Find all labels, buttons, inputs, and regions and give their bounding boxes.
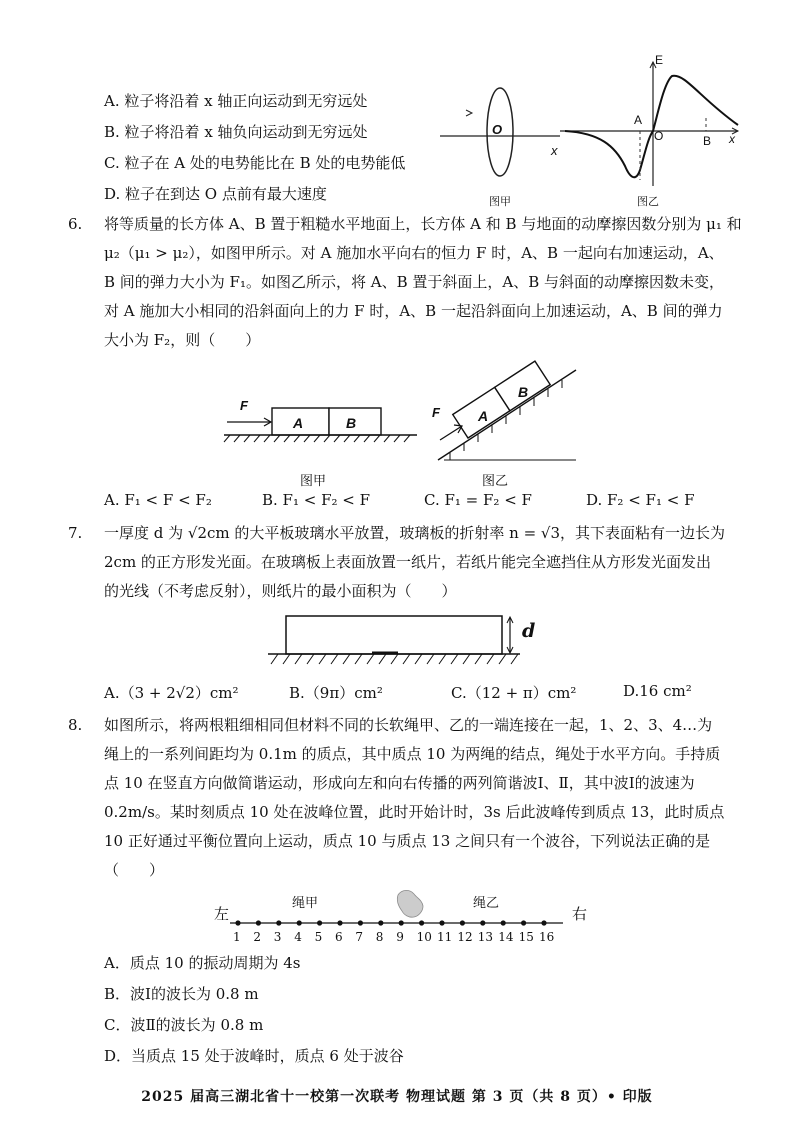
rope-particle — [337, 920, 342, 925]
q8-option-d: D．当质点 15 处于波峰时，质点 6 处于波谷 — [104, 1047, 404, 1065]
page-footer: 2025 届高三湖北省十一校第一次联考 物理试题 第 3 页（共 8 页）• 印版 — [141, 1089, 653, 1105]
q5-jia-x-label: x — [551, 143, 558, 158]
rope-particle-number: 1 — [233, 930, 241, 944]
rope-particle — [317, 920, 322, 925]
q5-jia-caption: 图甲 — [489, 196, 511, 208]
q7-figure-glass — [268, 612, 558, 674]
q5-yi-e-label: E — [655, 53, 664, 67]
q5-option-b: B. 粒子将沿着 x 轴负向运动到无穷远处 — [104, 123, 368, 141]
rope-particle-number: 13 — [477, 930, 494, 944]
rope-particle-number: 15 — [518, 930, 534, 944]
rope-particle-number: 8 — [375, 930, 384, 944]
rope-particle — [521, 920, 526, 925]
rope-particle-number: 12 — [457, 930, 473, 944]
q5-figure-yi — [560, 58, 745, 188]
q6-option-b: B. F₁ < F₂ < F — [262, 491, 371, 509]
q8-right-label: 右 — [572, 905, 588, 923]
rope-particle-number: 16 — [539, 930, 555, 944]
q6-jia-caption: 图甲 — [300, 473, 327, 488]
rope-particle — [235, 920, 240, 925]
q8-text — [104, 711, 754, 885]
q8-option-c: C．波Ⅱ的波长为 0.8 m — [104, 1016, 264, 1034]
rope-particle — [276, 920, 281, 925]
rope-particle-number: 4 — [294, 930, 302, 944]
q6-option-a: A. F₁ < F < F₂ — [104, 491, 212, 509]
q7-option-b: B.（9π）cm² — [289, 684, 383, 702]
q8-number: 8. — [68, 716, 83, 734]
rope-particle — [358, 920, 363, 925]
rope-particle — [439, 920, 444, 925]
q6-number: 6. — [68, 215, 83, 233]
q8-left-label: 左 — [214, 905, 230, 923]
rope-particle — [541, 920, 546, 925]
q8-rope-jia-label: 绳甲 — [292, 896, 319, 911]
q6-line: B 间的弹力大小为 F₁。如图乙所示，将 A、B 置于斜面上，A、B 与斜面的动摩擦因数未变， — [104, 273, 724, 291]
q7-option-d: D.16 cm² — [623, 682, 692, 700]
q7-line: 2cm 的正方形发光面。在玻璃板上表面放置一纸片，若纸片能完全遮挡住从方形发光面发出 — [104, 553, 711, 571]
q5-figure-jia — [440, 80, 580, 180]
rope-particle-number: 7 — [355, 930, 364, 944]
q6-line: μ₂（μ₁ > μ₂），如图甲所示。对 A 施加水平向右的恒力 F 时，A、B 一起向右加速运动，A、 — [104, 244, 724, 262]
q7-option-a: A.（3 + 2√2）cm² — [104, 684, 239, 702]
q5-yi-x-label: x — [729, 132, 735, 146]
rope-particle — [399, 920, 404, 925]
q8-line: 10 正好通过平衡位置向上运动，质点 10 与质点 13 之间只有一个波谷，下列说法正确的是 — [104, 832, 711, 850]
q7-option-c: C.（12 + π）cm² — [451, 684, 577, 702]
q6-figure-jia — [222, 392, 422, 442]
q7-number: 7. — [68, 524, 83, 542]
q5-yi-o-label: O — [654, 129, 664, 143]
rope-particle-number: 10 — [416, 930, 432, 944]
rope-particle-number: 9 — [396, 930, 404, 944]
q5-option-d: D. 粒子在到达 O 点前有最大速度 — [104, 185, 327, 203]
q6-yi-a-label: A — [478, 408, 489, 424]
rope-particle — [297, 920, 302, 925]
rope-particle — [419, 920, 424, 925]
q6-yi-f-label: F — [432, 405, 440, 420]
q5-option-a: A. 粒子将沿着 x 轴正向运动到无穷远处 — [104, 92, 368, 110]
rope-particle — [378, 920, 383, 925]
q8-line: 如图所示，将两根粗细相同但材料不同的长软绳甲、乙的一端连接在一起，1、2、3、4…为 — [104, 716, 713, 734]
q7-d-label: d — [522, 620, 536, 642]
q5-yi-b-label: B — [703, 134, 712, 148]
rope-particle — [501, 920, 506, 925]
q6-jia-b-label: B — [346, 415, 357, 431]
rope-particle-number: 14 — [498, 930, 514, 944]
rope-particle-number: 6 — [335, 930, 343, 944]
q8-line: 点 10 在竖直方向做简谐运动，形成向左和向右传播的两列简谐波Ⅰ、Ⅱ，其中波Ⅰ的波速为 — [104, 774, 695, 792]
q6-figure-yi — [428, 362, 588, 472]
q6-line: 对 A 施加大小相同的沿斜面向上的力 F 时，A、B 一起沿斜面向上加速运动，A、B 间的弹力 — [104, 302, 723, 320]
q8-line: （ ） — [104, 861, 165, 879]
q8-option-a: A．质点 10 的振动周期为 4s — [104, 954, 301, 972]
q6-jia-a-label: A — [293, 415, 304, 431]
q8-line: 绳上的一系列间距均为 0.1m 的质点，其中质点 10 为两绳的结点，绳处于水平方向。手持质 — [104, 745, 721, 763]
q5-yi-caption: 图乙 — [637, 196, 659, 208]
q5-option-c: C. 粒子在 A 处的电势能比在 B 处的电势能低 — [104, 154, 406, 172]
q6-option-c: C. F₁ = F₂ < F — [424, 491, 532, 509]
q5-jia-o-label: O — [492, 122, 503, 137]
rope-particle — [460, 920, 465, 925]
q6-yi-b-label: B — [518, 384, 529, 400]
q5-yi-a-label: A — [634, 113, 643, 127]
rope-particle — [480, 920, 485, 925]
rope-particle-number: 11 — [437, 930, 453, 944]
rope-particle-number: 5 — [314, 930, 323, 944]
rope-particle-number: 3 — [273, 930, 282, 944]
q8-option-b: B．波Ⅰ的波长为 0.8 m — [104, 985, 259, 1003]
q6-text — [104, 210, 754, 355]
q6-line: 将等质量的长方体 A、B 置于粗糙水平地面上，长方体 A 和 B 与地面的动摩擦因数分别为 μ₁ 和 — [104, 215, 742, 233]
q7-text — [104, 519, 754, 606]
q7-line: 一厚度 d 为 √2cm 的大平板玻璃水平放置，玻璃板的折射率 n = √3，其下表面粘有一边长为 — [104, 524, 726, 542]
q6-option-d: D. F₂ < F₁ < F — [586, 491, 695, 509]
q6-line: 大小为 F₂，则（ ） — [104, 331, 261, 349]
q8-line: 0.2m/s。某时刻质点 10 处在波峰位置，此时开始计时，3s 后此波峰传到质点 13，此时质点 — [104, 803, 725, 821]
q6-jia-f-label: F — [240, 398, 248, 413]
rope-particle-number: 2 — [253, 930, 262, 944]
q7-line: 的光线（不考虑反射），则纸片的最小面积为（ ） — [104, 582, 457, 600]
q8-rope-yi-label: 绳乙 — [473, 896, 500, 911]
rope-particle — [256, 920, 261, 925]
q6-yi-caption: 图乙 — [482, 473, 509, 488]
